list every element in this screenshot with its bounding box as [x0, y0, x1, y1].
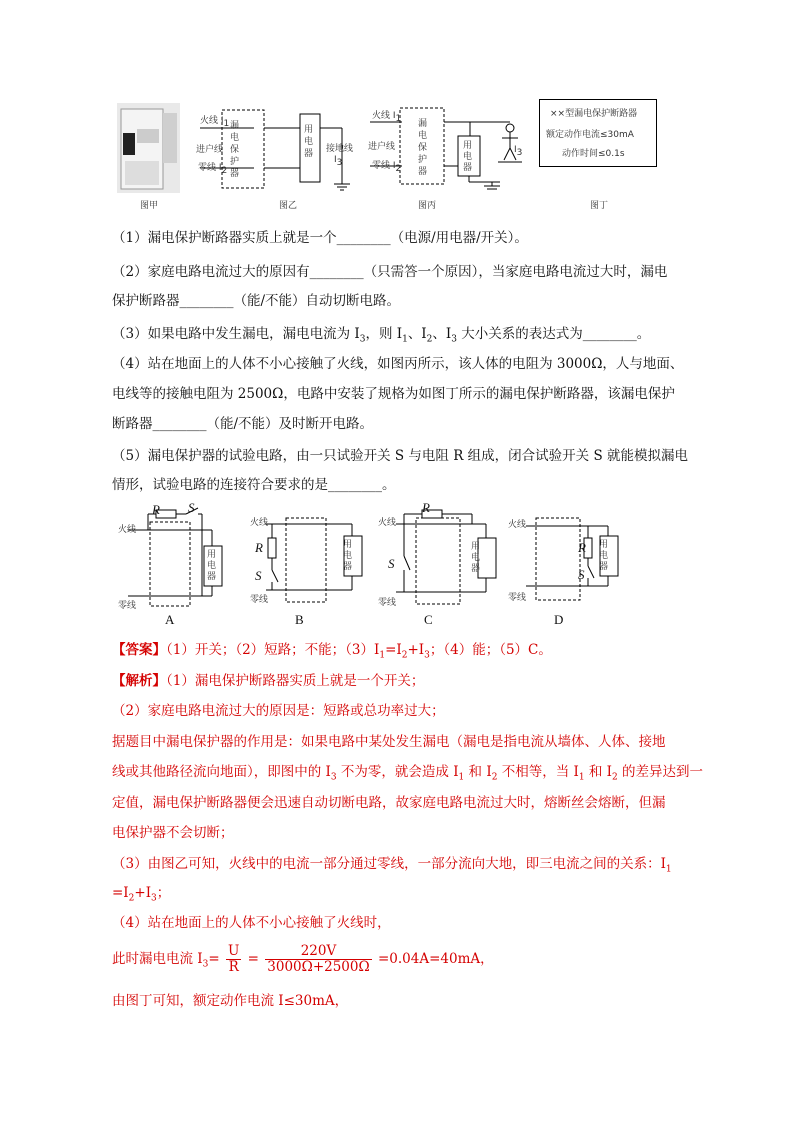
circuit-a-neutral: 零线: [118, 601, 137, 611]
analysis-5: （4）站在地面上的人体不小心接触了火线时，: [112, 915, 391, 931]
ding-title: ××型漏电保护断路器: [550, 109, 638, 119]
question-2-line-2: 保护断路器________（能/不能）自动切断电路。: [112, 293, 401, 309]
circuit-a-s: S: [188, 500, 195, 515]
yi-ground-label: 接地线: [326, 144, 354, 154]
analysis-2: （2）家庭电路电流过大的原因是：短路或总功率过大；: [112, 703, 445, 719]
ding-current: 额定动作电流≤30mA: [546, 130, 634, 140]
analysis-tag: 【解析】: [112, 673, 166, 689]
figure-yi-caption: 图乙: [279, 201, 298, 211]
analysis-3-line-1: 据题目中漏电保护器的作用是：如果电路中某处发生漏电（漏电是指电流从墙体、人体、接地: [112, 734, 666, 750]
fraction-ur: $\frac{U}{R}$: [227, 943, 240, 975]
analysis-1: 【解析】（1）漏电保护断路器实质上就是一个开关；: [112, 673, 425, 689]
question-5-line-2: 情形，试验电路的连接符合要求的是________。: [112, 477, 396, 493]
circuit-d-live: 火线: [508, 520, 527, 530]
analysis-formula: 此时漏电电流 $I_3=$ $\frac{U}{R}$ = $\frac{220V}{3000\Omega+2500\Omega}$ =0.04A=40mA，: [112, 943, 494, 975]
yi-neutral-label: 零线 $I_2$: [198, 163, 228, 176]
analysis-3-line-4: 电保护器不会切断；: [112, 825, 234, 841]
circuit-a-live: 火线: [118, 525, 137, 535]
circuit-b-s: S: [255, 568, 262, 583]
question-3: （3）如果电路中发生漏电，漏电电流为 $I_3$，则 $I_1$、$I_2$、$I_3$ 大小关系的表达式为________。: [112, 326, 651, 345]
analysis-3-line-2: 线或其他路径流向地面），即图中的 $I_3$ 不为零，就会造成 $I_1$ 和 $I_2$ 不相等，当 $I_1$ 和 $I_2$ 的差异达到一: [112, 764, 704, 783]
circuit-c: [396, 510, 496, 604]
figure-jia-caption: 图甲: [140, 201, 159, 211]
figure-ding-caption: 图丁: [590, 201, 609, 211]
yi-appliance-label: 用电器: [304, 125, 314, 159]
analysis-4-line-1: （3）由图乙可知，火线中的电流一部分通过零线，一部分流向大地，即三电流之间的关系：$I_1$: [112, 856, 672, 875]
bing-i3-label: $I_3$: [514, 145, 523, 158]
circuit-c-live: 火线: [378, 518, 397, 528]
circuit-c-neutral: 零线: [378, 598, 397, 608]
circuit-a-r: R: [152, 502, 160, 517]
bing-neutral-label: 零线 $I_2$: [372, 161, 402, 174]
caption-a: A: [165, 612, 175, 627]
circuit-d-r: R: [578, 540, 586, 555]
circuit-b-live: 火线: [250, 518, 269, 528]
yi-live-label: 火线 $I_1$: [200, 116, 230, 129]
question-4-line-1: （4）站在地面上的人体不小心接触了火线，如图丙所示，该人体的电阻为 3000Ω，人与地面、: [112, 356, 684, 372]
fraction-values: $\frac{220V}{3000\Omega+2500\Omega}$: [267, 943, 370, 975]
bing-device-label: 漏电保护器: [418, 119, 428, 177]
circuit-c-r: R: [422, 500, 430, 515]
caption-d: D: [554, 612, 564, 627]
caption-c: C: [424, 612, 433, 627]
question-5-line-1: （5）漏电保护器的试验电路，由一只试验开关 S 与电阻 R 组成，闭合试验开关 S 就能模拟漏电: [112, 448, 688, 464]
circuit-b-appliance: 用电器: [343, 540, 353, 572]
figure-ding-box: [539, 99, 657, 167]
analysis-4-line-2: $=I_2+I_3$；: [112, 885, 171, 904]
question-4-line-2: 电线等的接触电阻为 2500Ω，电路中安装了规格为如图丁所示的漏电保护断路器，该漏电保护: [112, 386, 675, 402]
bing-in-label: 进户线: [368, 142, 396, 152]
circuit-d-appliance: 用电器: [599, 540, 609, 572]
yi-device-label: 漏电保护器: [230, 121, 240, 179]
bing-appliance-label: 用电器: [463, 141, 473, 173]
circuit-a-appliance: 用电器: [207, 550, 217, 582]
question-4-line-3: 断路器________（能/不能）及时断开电路。: [112, 416, 374, 432]
circuit-c-appliance: 用电器: [471, 542, 481, 574]
analysis-6: 由图丁可知，额定动作电流 I≤30mA，: [112, 993, 349, 1009]
circuit-options: [112, 500, 712, 612]
question-2-line-1: （2）家庭电路电流过大的原因有________（只需答一个原因），当家庭电路电流过大时，漏电: [112, 264, 668, 280]
figure-bing-caption: 图丙: [418, 201, 437, 211]
analysis-3-line-3: 定值，漏电保护断路器便会迅速自动切断电路，故家庭电路电流过大时，熔断丝会熔断，但漏: [112, 795, 666, 811]
circuit-d-s: S: [578, 567, 585, 582]
answer-tag: 【答案】: [112, 642, 166, 658]
breaker-photo: [117, 103, 180, 193]
circuit-c-s: S: [388, 556, 395, 571]
caption-b: B: [295, 612, 304, 627]
circuit-b-r: R: [255, 540, 263, 555]
bing-live-label: 火线 $I_1$: [372, 111, 402, 124]
circuit-b-neutral: 零线: [250, 595, 269, 605]
yi-in-label: 进户线: [196, 145, 224, 155]
ding-time: 动作时间≤0.1s: [562, 149, 625, 159]
yi-i3-label: $I_3$: [334, 155, 343, 168]
answer: 【答案】（1）开关；（2）短路；不能；$(3)I_1=I_2+I_3$；（4）能；（5）C。: [112, 642, 552, 661]
circuit-d-neutral: 零线: [508, 593, 527, 603]
question-1: （1）漏电保护断路器实质上就是一个________（电源/用电器/开关）。: [112, 230, 528, 246]
